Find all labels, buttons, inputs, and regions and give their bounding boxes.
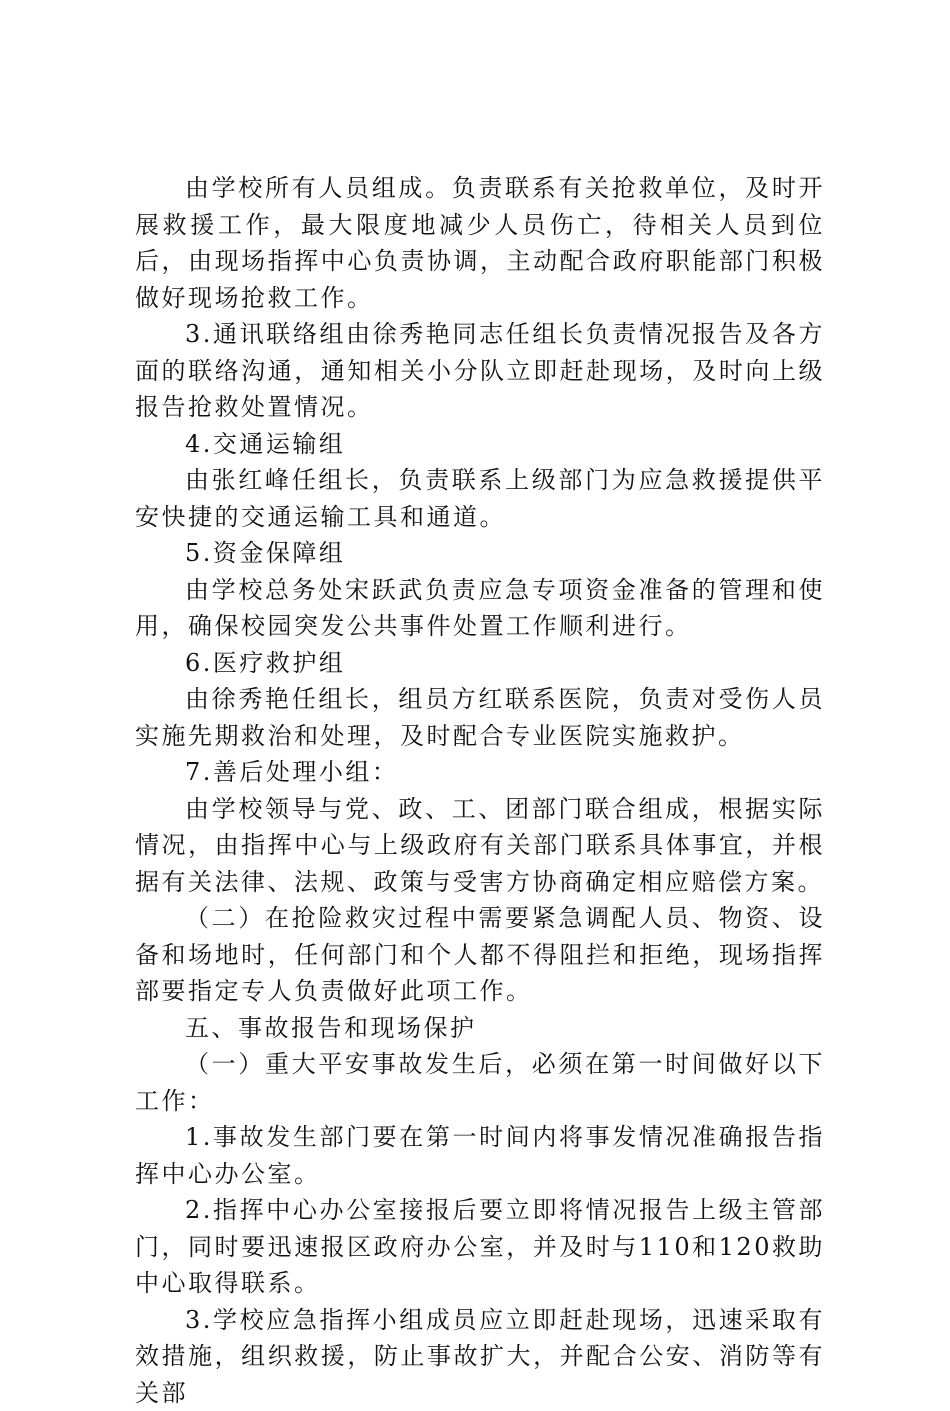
heading-transport-group: 4.交通运输组 xyxy=(135,426,825,463)
paragraph-resource-allocation: （二）在抢险救灾过程中需要紧急调配人员、物资、设备和场地时，任何部门和个人都不得阻拦和拒绝，现场指挥部要指定专人负责做好此项工作。 xyxy=(135,900,825,1010)
paragraph-aftermath-group: 由学校领导与党、政、工、团部门联合组成，根据实际情况，由指挥中心与上级政府有关部门联系具体事宜，并根据有关法律、法规、政策与受害方协商确定相应赔偿方案。 xyxy=(135,791,825,901)
paragraph-report-step-3: 3.学校应急指挥小组成员应立即赶赴现场，迅速采取有效措施，组织救援，防止事故扩大，并配合公安、消防等有关部 xyxy=(135,1302,825,1411)
heading-funding-group: 5.资金保障组 xyxy=(135,535,825,572)
heading-section-five: 五、事故报告和现场保护 xyxy=(135,1010,825,1047)
paragraph-rescue-team-continued: 由学校所有人员组成。负责联系有关抢救单位，及时开展救援工作，最大限度地减少人员伤亡，待相关人员到位后，由现场指挥中心负责协调，主动配合政府职能部门积极做好现场抢救工作。 xyxy=(135,170,825,316)
paragraph-medical-group: 由徐秀艳任组长，组员方红联系医院，负责对受伤人员实施先期救治和处理，及时配合专业医院实施救护。 xyxy=(135,681,825,754)
paragraph-funding-group: 由学校总务处宋跃武负责应急专项资金准备的管理和使用，确保校园突发公共事件处置工作顺利进行。 xyxy=(135,572,825,645)
paragraph-report-step-2: 2.指挥中心办公室接报后要立即将情况报告上级主管部门，同时要迅速报区政府办公室，并及时与110和120救助中心取得联系。 xyxy=(135,1192,825,1302)
paragraph-transport-group: 由张红峰任组长，负责联系上级部门为应急救援提供平安快捷的交通运输工具和通道。 xyxy=(135,462,825,535)
document-body xyxy=(135,170,825,1411)
paragraph-report-step-1: 1.事故发生部门要在第一时间内将事发情况准确报告指挥中心办公室。 xyxy=(135,1119,825,1192)
paragraph-first-response: （一）重大平安事故发生后，必须在第一时间做好以下工作： xyxy=(135,1046,825,1119)
heading-medical-group: 6.医疗救护组 xyxy=(135,645,825,682)
paragraph-communication-group: 3.通讯联络组由徐秀艳同志任组长负责情况报告及各方面的联络沟通，通知相关小分队立即赶赴现场，及时向上级报告抢救处置情况。 xyxy=(135,316,825,426)
heading-aftermath-group: 7.善后处理小组： xyxy=(135,754,825,791)
